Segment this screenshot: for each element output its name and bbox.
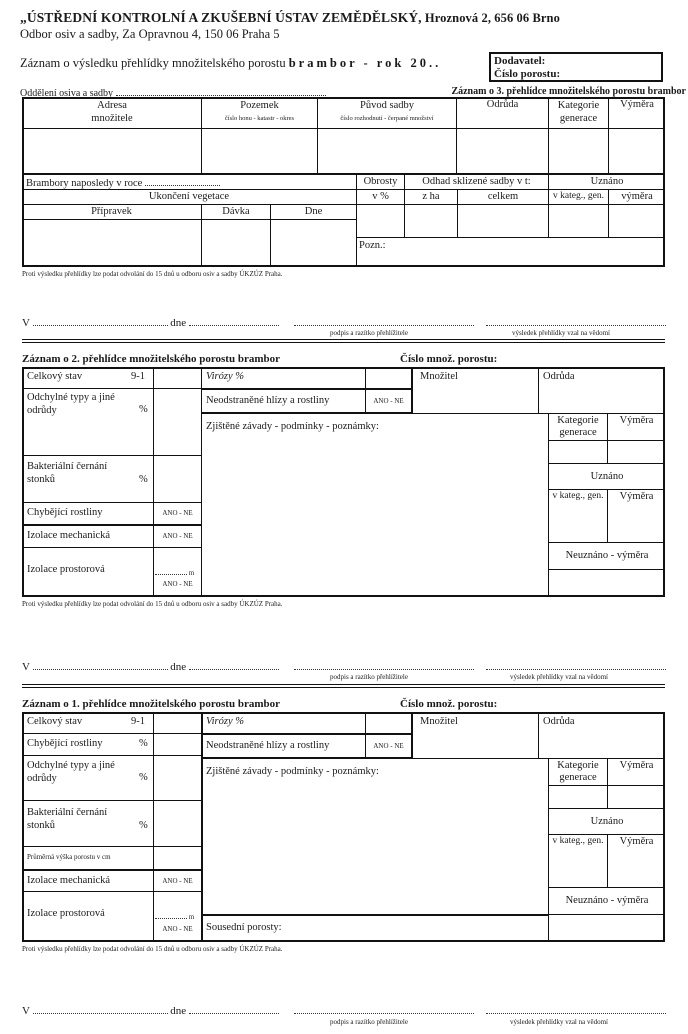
virus-label: Virózy % — [206, 371, 245, 382]
col-label: Adresa — [97, 100, 127, 111]
signature-place-date[interactable] — [22, 316, 279, 329]
rejected-area-label: Neuznáno - výměra — [565, 550, 649, 561]
approved-label: Uznáno — [590, 471, 624, 482]
category-label-1: Kategorie — [557, 760, 599, 771]
harvest-estimate-label: Odhad sklizené sadby v t: — [422, 176, 531, 187]
place-label: V — [22, 1005, 30, 1017]
spatial-isolation-meters[interactable]: m — [155, 909, 194, 921]
inspector-signature-line[interactable] — [294, 316, 474, 326]
inspection2-title: Záznam o 2. přehlídce množitelského porostu brambor — [22, 353, 280, 365]
dose-label: Dávka — [222, 206, 250, 217]
acknowledged-signature-line[interactable] — [486, 660, 666, 670]
inspector-signature-line[interactable] — [294, 660, 474, 670]
missing-label: Chybějící rostliny — [27, 507, 103, 518]
missing-percent: % — [139, 738, 148, 749]
rejected-area-label: Neuznáno - výměra — [565, 895, 649, 906]
place-label: V — [22, 661, 30, 673]
inspector-signature-line[interactable] — [294, 1004, 474, 1014]
form-title-text: Záznam o výsledku přehlídky množitelského porostu — [20, 56, 289, 70]
spatial-isolation-label: Izolace prostorová — [27, 564, 105, 575]
acknowledged-label: výsledek přehlídky vzal na vědomí — [512, 329, 610, 337]
sprouts-unit: v % — [372, 191, 389, 202]
offtypes-label: Odchylné typy a jiné odrůdy — [27, 760, 115, 784]
col-sub: číslo honu - katastr - okres — [224, 115, 295, 122]
place-input[interactable] — [33, 316, 168, 326]
inspector-signature-label: podpis a razítko přehlížitele — [330, 673, 408, 681]
area-label: Výměra — [619, 415, 654, 426]
blackleg-percent: % — [139, 820, 148, 831]
unremoved-yes-no[interactable]: ANO - NE — [373, 397, 404, 405]
appeal-note: Proti výsledku přehlídky lze podat odvolání do 15 dnů u odboru osiv a sadby ÚKZÚZ Praha. — [22, 600, 283, 608]
preparation-label: Přípravek — [91, 206, 132, 217]
date-label: dne — [170, 661, 187, 673]
department-address: Odbor osiv a sadby, Za Opravnou 4, 150 06 Praha 5 — [20, 27, 280, 41]
place-input[interactable] — [33, 660, 168, 670]
col-plot — [202, 99, 317, 125]
appeal-note: Proti výsledku přehlídky lze podat odvolání do 15 dnů u odboru osiv a sadby ÚKZÚZ Praha. — [22, 270, 283, 278]
col-label: Kategorie — [557, 100, 600, 111]
variety-label: Odrůda — [543, 716, 575, 727]
supplier-box[interactable] — [489, 52, 663, 82]
mech-isolation-yes-no[interactable]: ANO - NE — [162, 877, 193, 885]
inspection3-title: Záznam o 3. přehlídce množitelského porostu brambor — [451, 86, 686, 97]
inspection2-stand-number: Číslo množ. porostu: — [400, 353, 498, 365]
stand-number-label: Číslo porostu: — [494, 68, 561, 80]
overall-label: Celkový stav — [27, 716, 83, 727]
approved-category-label: v kateg., gen. — [552, 491, 604, 501]
vegetation-end-label: Ukončení vegetace — [148, 191, 230, 202]
institution-name: „ÚSTŘEDNÍ KONTROLNÍ A ZKUŠEBNÍ ÚSTAV ZEMĚDĚLSKÝ, — [20, 10, 422, 25]
last-year-input[interactable] — [145, 176, 220, 186]
acknowledged-label: výsledek přehlídky vzal na vědomí — [510, 673, 608, 681]
inspection1-title: Záznam o 1. přehlídce množitelského porostu brambor — [22, 698, 280, 710]
appeal-note: Proti výsledku přehlídky lze podat odvolání do 15 dnů u odboru osiv a sadby ÚKZÚZ Praha. — [22, 945, 283, 953]
signature-place-date[interactable] — [22, 660, 279, 673]
form-title-bold: brambor - rok 20.. — [288, 56, 442, 70]
col-grower-address — [23, 99, 201, 125]
area-label: Výměra — [619, 760, 654, 771]
offtypes-label: Odchylné typy a jiné odrůdy — [27, 392, 115, 416]
note-label: Pozn.: — [359, 240, 386, 251]
approved-label: Uznáno — [590, 816, 624, 827]
overall-label: Celkový stav — [27, 371, 83, 382]
offtypes-percent: % — [139, 404, 148, 415]
category-label — [549, 415, 607, 439]
inspector-signature-label: podpis a razítko přehlížitele — [330, 329, 408, 337]
spatial-isolation-yes-no[interactable]: ANO - NE — [162, 580, 193, 588]
department-field-label: Oddělení osiva a sadby — [20, 88, 114, 99]
date-label: dne — [170, 1005, 187, 1017]
institution-address: Hroznová 2, 656 06 Brno — [421, 11, 560, 25]
total-label: celkem — [487, 191, 519, 202]
defects-label: Zjištěné závady - podmínky - poznámky: — [206, 766, 379, 777]
category-label-1: Kategorie — [557, 415, 599, 426]
category-label — [549, 760, 607, 784]
date-input[interactable] — [189, 1004, 279, 1014]
approved-area-label: Výměra — [619, 491, 654, 502]
acknowledged-signature-line[interactable] — [486, 1004, 666, 1014]
inspector-signature-label: podpis a razítko přehlížitele — [330, 1018, 408, 1026]
approved-category-label: v kateg., gen. — [552, 836, 604, 846]
mech-isolation-yes-no[interactable]: ANO - NE — [162, 532, 193, 540]
date-input[interactable] — [189, 316, 279, 326]
approved-label: Uznáno — [590, 176, 624, 187]
blackleg-label: Bakteriální černání stonků — [27, 807, 108, 831]
col-seed-origin — [318, 99, 456, 125]
col-label2: množitele — [91, 113, 133, 124]
approved-area-label: výměra — [621, 191, 653, 202]
acknowledged-signature-line[interactable] — [486, 316, 666, 326]
unremoved-label: Neodstraněné hlízy a rostliny — [206, 395, 330, 406]
variety-label: Odrůda — [543, 371, 575, 382]
spatial-isolation-label: Izolace prostorová — [27, 908, 105, 919]
date-input[interactable] — [189, 660, 279, 670]
category-label-2: generace — [559, 772, 597, 783]
per-ha-label: z ha — [422, 191, 440, 202]
virus-label: Virózy % — [206, 716, 245, 727]
last-year-field[interactable] — [26, 176, 220, 189]
place-label: V — [22, 317, 30, 329]
inspection1-stand-number: Číslo množ. porostu: — [400, 698, 498, 710]
overall-scale: 9-1 — [131, 371, 145, 382]
grower-label: Množitel — [420, 371, 458, 382]
col-label: Pozemek — [240, 100, 279, 111]
col-label2: generace — [559, 113, 598, 124]
col-label: Původ sadby — [360, 100, 414, 111]
sprouts-label: Obrosty — [363, 176, 398, 187]
col-sub: číslo rozhodnutí - čerpané množství — [340, 115, 434, 122]
institution-header — [20, 10, 560, 26]
unremoved-label: Neodstraněné hlízy a rostliny — [206, 740, 330, 751]
overall-scale: 9-1 — [131, 716, 145, 727]
blackleg-label: Bakteriální černání stonků — [27, 461, 108, 485]
mech-isolation-label: Izolace mechanická — [27, 875, 111, 886]
col-variety: Odrůda — [486, 99, 519, 110]
form-title — [20, 56, 441, 71]
last-year-label: Brambory naposledy v roce — [26, 178, 143, 189]
spatial-isolation-yes-no[interactable]: ANO - NE — [162, 925, 193, 933]
signature-place-date[interactable] — [22, 1004, 279, 1017]
mech-isolation-label: Izolace mechanická — [27, 530, 111, 541]
grower-label: Množitel — [420, 716, 458, 727]
avg-height-label: Průměrná výška porostu v cm — [27, 853, 111, 861]
blackleg-percent: % — [139, 474, 148, 485]
missing-yes-no[interactable]: ANO - NE — [162, 509, 193, 517]
defects-label: Zjištěné závady - podmínky - poznámky: — [206, 421, 379, 432]
col-category — [549, 99, 608, 125]
acknowledged-label: výsledek přehlídky vzal na vědomí — [510, 1018, 608, 1026]
day-label: Dne — [304, 206, 323, 217]
offtypes-percent: % — [139, 772, 148, 783]
department-field-input[interactable] — [116, 86, 326, 96]
date-label: dne — [170, 317, 187, 329]
category-label-2: generace — [559, 427, 597, 438]
approved-area-label: Výměra — [619, 836, 654, 847]
col-area: Výměra — [620, 99, 654, 110]
neighbors-label: Sousední porosty: — [206, 922, 282, 933]
supplier-label: Dodavatel: — [494, 55, 546, 67]
unremoved-yes-no[interactable]: ANO - NE — [373, 742, 404, 750]
place-input[interactable] — [33, 1004, 168, 1014]
missing-label: Chybějící rostliny — [27, 738, 103, 749]
approved-category-label: v kateg., gen. — [553, 191, 604, 201]
spatial-isolation-meters[interactable]: m — [155, 565, 194, 577]
